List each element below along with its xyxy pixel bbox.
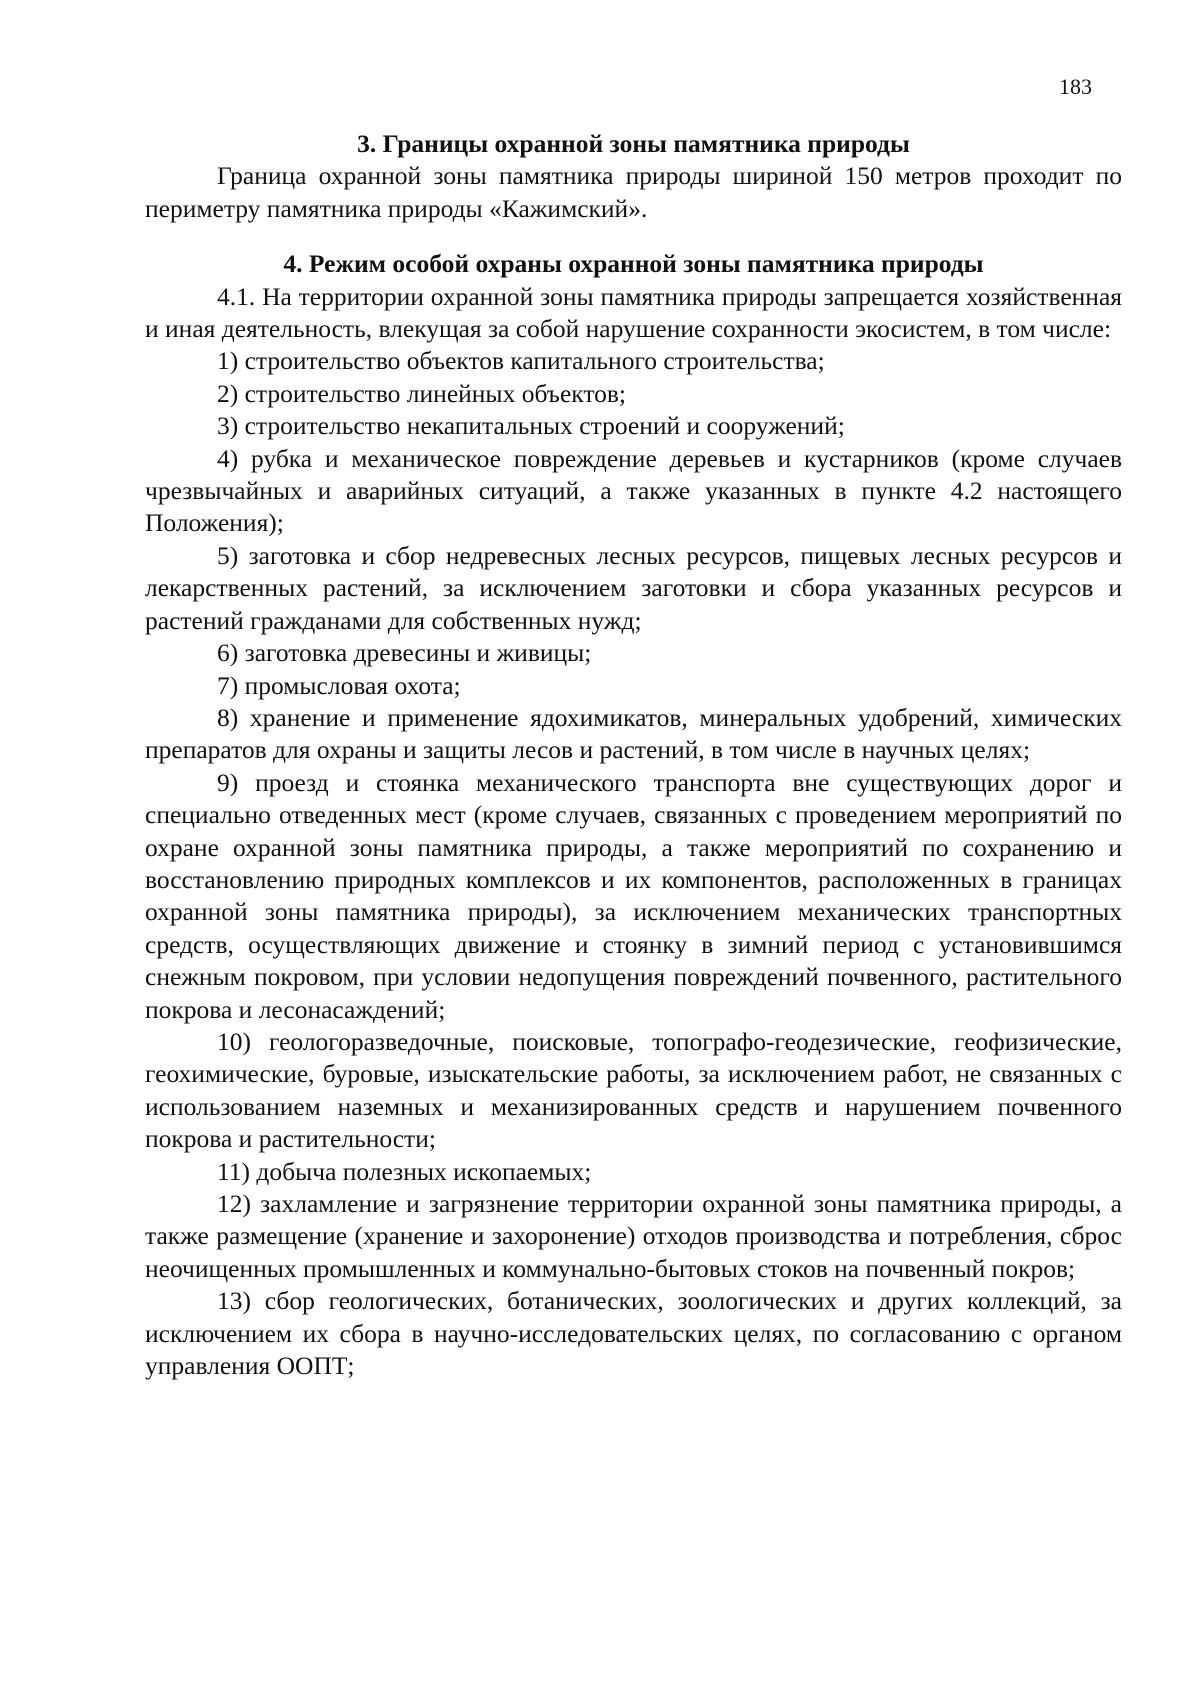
section-4-title: 4. Режим особой охраны охранной зоны памятника природы bbox=[283, 249, 984, 279]
section-4-intro: 4.1. На территории охранной зоны памятника природы запрещается хозяйственная и иная деятельность, влекущая за собой нарушение сохранности экосистем, в том числе: bbox=[145, 281, 1122, 344]
list-item-10: 10) геологоразведочные, поисковые, топографо-геодезические, геофизические, геохимические, буровые, изыскательские работы, за исключением работ, не связанных с использованием наземных и механизированных средств и нарушением почвенного покрова и растительности; bbox=[145, 1026, 1122, 1154]
section-3-paragraph: Граница охранной зоны памятника природы шириной 150 метров проходит по периметру памятника природы «Кажимский». bbox=[145, 161, 1122, 223]
list-item-7: 7) промысловая охота; bbox=[217, 670, 461, 700]
list-item-3: 3) строительство некапитальных строений и сооружений; bbox=[217, 411, 845, 441]
list-item-1: 1) строительство объектов капитального строительства; bbox=[217, 346, 825, 376]
document-body bbox=[145, 128, 1122, 1382]
list-item-5: 5) заготовка и сбор недревесных лесных ресурсов, пищевых лесных ресурсов и лекарственных растений, за исключением заготовки и сбора указанных ресурсов и растений гражданами для собственных нужд; bbox=[145, 540, 1122, 635]
list-item-4: 4) рубка и механическое повреждение деревьев и кустарников (кроме случаев чрезвычайных и аварийных ситуаций, а также указанных в пункте 4.2 настоящего Положения); bbox=[145, 443, 1122, 538]
list-item-9: 9) проезд и стоянка механического транспорта вне существующих дорог и специально отведенных мест (кроме случаев, связанных с проведением мероприятий по охране охранной зоны памятника природы, а также мероприятий по сохранению и восстановлению природных комплексов и их компонентов, расположенных в границах охранной зоны памятника природы), за исключением механических транспортных средств, осуществляющих движение и стоянку в зимний период с установившимся снежным покровом, при условии недопущения повреждений почвенного, растительного покрова и лесонасаждений; bbox=[145, 767, 1122, 1024]
list-item-8: 8) хранение и применение ядохимикатов, минеральных удобрений, химических препаратов для охраны и защиты лесов и растений, в том числе в научных целях; bbox=[145, 702, 1122, 765]
list-item-13: 13) сбор геологических, ботанических, зоологических и других коллекций, за исключением их сбора в научно-исследовательских целях, по согласованию с органом управления ООПТ; bbox=[145, 1286, 1122, 1381]
list-item-2: 2) строительство линейных объектов; bbox=[217, 378, 627, 408]
list-item-11: 11) добыча полезных ископаемых; bbox=[217, 1156, 592, 1186]
page-number: 183 bbox=[1059, 74, 1092, 99]
list-item-12: 12) захламление и загрязнение территории охранной зоны памятника природы, а также размещение (хранение и захоронение) отходов производства и потребления, сброс неочищенных промышленных и коммунально-бытовых стоков на почвенный покров; bbox=[145, 1189, 1122, 1283]
list-item-6: 6) заготовка древесины и живицы; bbox=[217, 638, 592, 668]
section-3-title: 3. Границы охранной зоны памятника природы bbox=[357, 129, 910, 158]
